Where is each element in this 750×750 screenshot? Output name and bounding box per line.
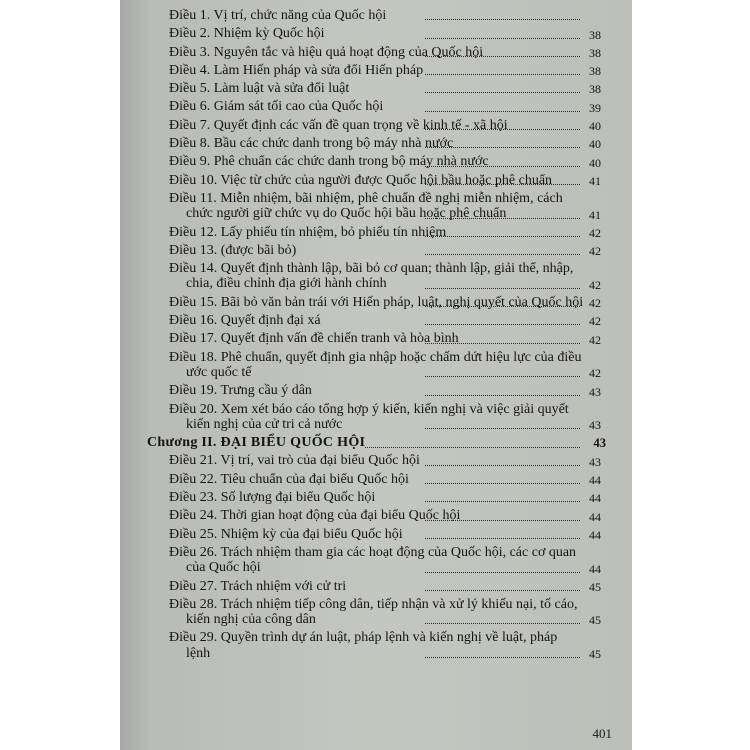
toc-entry-title: Điều 26. Trách nhiệm tham gia các hoạt động của Quốc hội, các cơ quan của Quốc hội <box>169 544 577 576</box>
page-number: 401 <box>592 726 612 741</box>
toc-entry-title: Điều 5. Làm luật và sửa đổi luật <box>169 81 350 97</box>
dot-leader <box>425 395 580 396</box>
toc-entry: Điều 27. Trách nhiệm với cử tri 45 <box>169 578 601 594</box>
toc-entry-title: Điều 12. Lấy phiếu tín nhiệm, bỏ phiếu tín nhiệm <box>169 224 447 240</box>
toc-entry-title: Điều 11. Miễn nhiệm, bãi nhiệm, phê chuẩn đề nghị miễn nhiệm, cách chức người giữ chức vụ do Quốc hội bầu hoặc phê chuẩn <box>169 190 563 222</box>
toc-entry-title: Điều 14. Quyết định thành lập, bãi bỏ cơ quan; thành lập, giải thể, nhập, chia, điều chỉnh địa giới hành chính <box>169 261 574 292</box>
book-page <box>120 0 632 750</box>
dot-leader <box>365 447 580 448</box>
toc-entry-title: Điều 2. Nhiệm kỳ Quốc hội <box>169 26 325 42</box>
toc-entry-title: Điều 19. Trưng cầu ý dân <box>169 383 312 399</box>
dot-leader <box>425 483 580 484</box>
dot-leader <box>425 19 580 20</box>
toc-entry: Điều 23. Số lượng đại biểu Quốc hội 44 <box>169 490 601 506</box>
dot-leader <box>425 376 580 377</box>
toc-entry: Điều 29. Quyền trình dự án luật, pháp lệnh và kiến nghị về luật, pháp lệnh 45 <box>169 630 601 661</box>
dot-leader <box>425 38 580 39</box>
toc-entry-title: Chương II. ĐẠI BIỂU QUỐC HỘI <box>147 435 366 451</box>
toc-entry: Điều 2. Nhiệm kỳ Quốc hội 38 <box>169 26 601 42</box>
toc-entry: Điều 10. Việc từ chức của người được Quốc hội bầu hoặc phê chuẩn 41 <box>169 172 601 188</box>
dot-leader <box>425 501 580 502</box>
dot-leader <box>425 572 580 573</box>
toc-entry: Điều 15. Bãi bỏ văn bản trái với Hiến pháp, luật, nghị quyết của Quốc hội 42 <box>169 294 601 311</box>
toc-entry-title: Điều 17. Quyết định vấn đề chiến tranh và hòa bình <box>169 331 459 347</box>
toc-entry: Điều 19. Trưng cầu ý dân 43 <box>169 383 601 399</box>
toc-entry: Điều 7. Quyết định các vấn đề quan trọng về kinh tế - xã hội 40 <box>169 117 601 134</box>
dot-leader <box>425 74 580 75</box>
toc-entry: Điều 26. Trách nhiệm tham gia các hoạt động của Quốc hội, các cơ quan của Quốc hội 44 <box>169 544 601 576</box>
dot-leader <box>425 623 580 624</box>
toc-entry: Điều 9. Phê chuẩn các chức danh trong bộ máy nhà nước 40 <box>169 154 601 170</box>
toc-entry-title: Điều 27. Trách nhiệm với cử tri <box>169 578 347 594</box>
dot-leader <box>425 428 580 429</box>
toc-entry-title: Điều 16. Quyết định đại xá <box>169 313 321 329</box>
dot-leader <box>425 657 580 658</box>
toc-entry-title: Điều 29. Quyền trình dự án luật, pháp lệnh và kiến nghị về luật, pháp lệnh <box>169 630 558 661</box>
dot-leader <box>425 465 580 466</box>
toc-entry-title: Điều 6. Giám sát tối cao của Quốc hội <box>169 99 384 115</box>
toc-entry: Điều 28. Trách nhiệm tiếp công dân, tiếp nhận và xử lý khiếu nại, tố cáo, kiến nghị của công dân 45 <box>169 596 601 628</box>
dot-leader <box>425 254 580 255</box>
toc-entry-title: Điều 22. Tiêu chuẩn của đại biểu Quốc hội <box>169 471 409 487</box>
toc-entry-title: Điều 21. Vị trí, vai trò của đại biểu Quốc hội <box>169 453 420 469</box>
toc-entry: Điều 21. Vị trí, vai trò của đại biểu Quốc hội 43 <box>169 453 601 469</box>
toc-entry: Điều 14. Quyết định thành lập, bãi bỏ cơ quan; thành lập, giải thể, nhập, chia, điều chỉnh địa giới hành chính 42 <box>169 261 601 292</box>
toc-entry: Điều 20. Xem xét báo cáo tổng hợp ý kiến, kiến nghị và việc giải quyết kiến nghị của cử tri cả nước 43 <box>169 401 601 433</box>
dot-leader <box>425 236 580 237</box>
toc-entry: Điều 18. Phê chuẩn, quyết định gia nhập hoặc chấm dứt hiệu lực của điều ước quốc tế 42 <box>169 349 601 381</box>
toc-entry: Điều 24. Thời gian hoạt động của đại biểu Quốc hội 44 <box>169 508 601 524</box>
dot-leader <box>425 324 580 325</box>
dot-leader <box>425 538 580 539</box>
toc-entry: Điều 8. Bầu các chức danh trong bộ máy nhà nước 40 <box>169 136 601 152</box>
toc-entry: Điều 16. Quyết định đại xá 42 <box>169 313 601 329</box>
toc-page-number: 43 <box>593 436 606 451</box>
toc-entry-title: Điều 25. Nhiệm kỳ của đại biểu Quốc hội <box>169 526 403 542</box>
toc-entry-title: Điều 20. Xem xét báo cáo tổng hợp ý kiến, kiến nghị và việc giải quyết kiến nghị của cử tri cả nước <box>169 401 569 432</box>
toc-entry: Điều 6. Giám sát tối cao của Quốc hội 39 <box>169 99 601 115</box>
dot-leader <box>425 590 580 591</box>
toc-entry-title: Điều 7. Quyết định các vấn đề quan trọng về kinh tế - xã hội <box>169 117 508 133</box>
toc-entry-title: Điều 18. Phê chuẩn, quyết định gia nhập hoặc chấm dứt hiệu lực của điều ước quốc tế <box>169 349 582 380</box>
toc-entry-title: Điều 13. (được bãi bỏ) <box>169 242 297 258</box>
table-of-contents <box>120 8 632 664</box>
toc-entry-title: Điều 1. Vị trí, chức năng của Quốc hội <box>169 8 387 23</box>
toc-entry: Điều 5. Làm luật và sửa đổi luật 38 <box>169 81 601 97</box>
toc-entry-title: Điều 3. Nguyên tắc và hiệu quả hoạt động của Quốc hội <box>169 44 484 60</box>
toc-entry-title: Điều 9. Phê chuẩn các chức danh trong bộ máy nhà nước <box>169 154 489 170</box>
toc-entry: Điều 12. Lấy phiếu tín nhiệm, bỏ phiếu tín nhiệm 42 <box>169 224 601 240</box>
toc-entry: Điều 3. Nguyên tắc và hiệu quả hoạt động của Quốc hội 38 <box>169 44 601 60</box>
toc-entry: Điều 25. Nhiệm kỳ của đại biểu Quốc hội 44 <box>169 526 601 542</box>
toc-entry: Điều 11. Miễn nhiệm, bãi nhiệm, phê chuẩn đề nghị miễn nhiệm, cách chức người giữ chức vụ do Quốc hội bầu hoặc phê chuẩn 41 <box>169 190 601 222</box>
toc-entry: Điều 4. Làm Hiến pháp và sửa đổi Hiến pháp 38 <box>169 62 601 79</box>
toc-entry: Điều 17. Quyết định vấn đề chiến tranh và hòa bình 42 <box>169 331 601 347</box>
toc-entry-title: Điều 23. Số lượng đại biểu Quốc hội <box>169 490 376 506</box>
toc-entry: Điều 22. Tiêu chuẩn của đại biểu Quốc hội 44 <box>169 471 601 488</box>
chapter-heading <box>120 435 632 450</box>
toc-entry-title: Điều 24. Thời gian hoạt động của đại biểu Quốc hội <box>169 508 461 524</box>
toc-entry-title: Điều 4. Làm Hiến pháp và sửa đổi Hiến pháp <box>169 62 424 78</box>
toc-entry: Điều 13. (được bãi bỏ) 42 <box>169 242 601 259</box>
dot-leader <box>425 288 580 289</box>
dot-leader <box>425 92 580 93</box>
toc-entry-title: Điều 10. Việc từ chức của người được Quốc hội bầu hoặc phê chuẩn <box>169 172 553 188</box>
toc-entry-title: Điều 8. Bầu các chức danh trong bộ máy nhà nước <box>169 136 454 152</box>
toc-entry-title: Điều 15. Bãi bỏ văn bản trái với Hiến pháp, luật, nghị quyết của Quốc hội <box>169 294 584 310</box>
toc-entry <box>120 8 632 23</box>
toc-entry-title: Điều 28. Trách nhiệm tiếp công dân, tiếp nhận và xử lý khiếu nại, tố cáo, kiến nghị của công dân <box>169 596 578 628</box>
dot-leader <box>425 111 580 112</box>
